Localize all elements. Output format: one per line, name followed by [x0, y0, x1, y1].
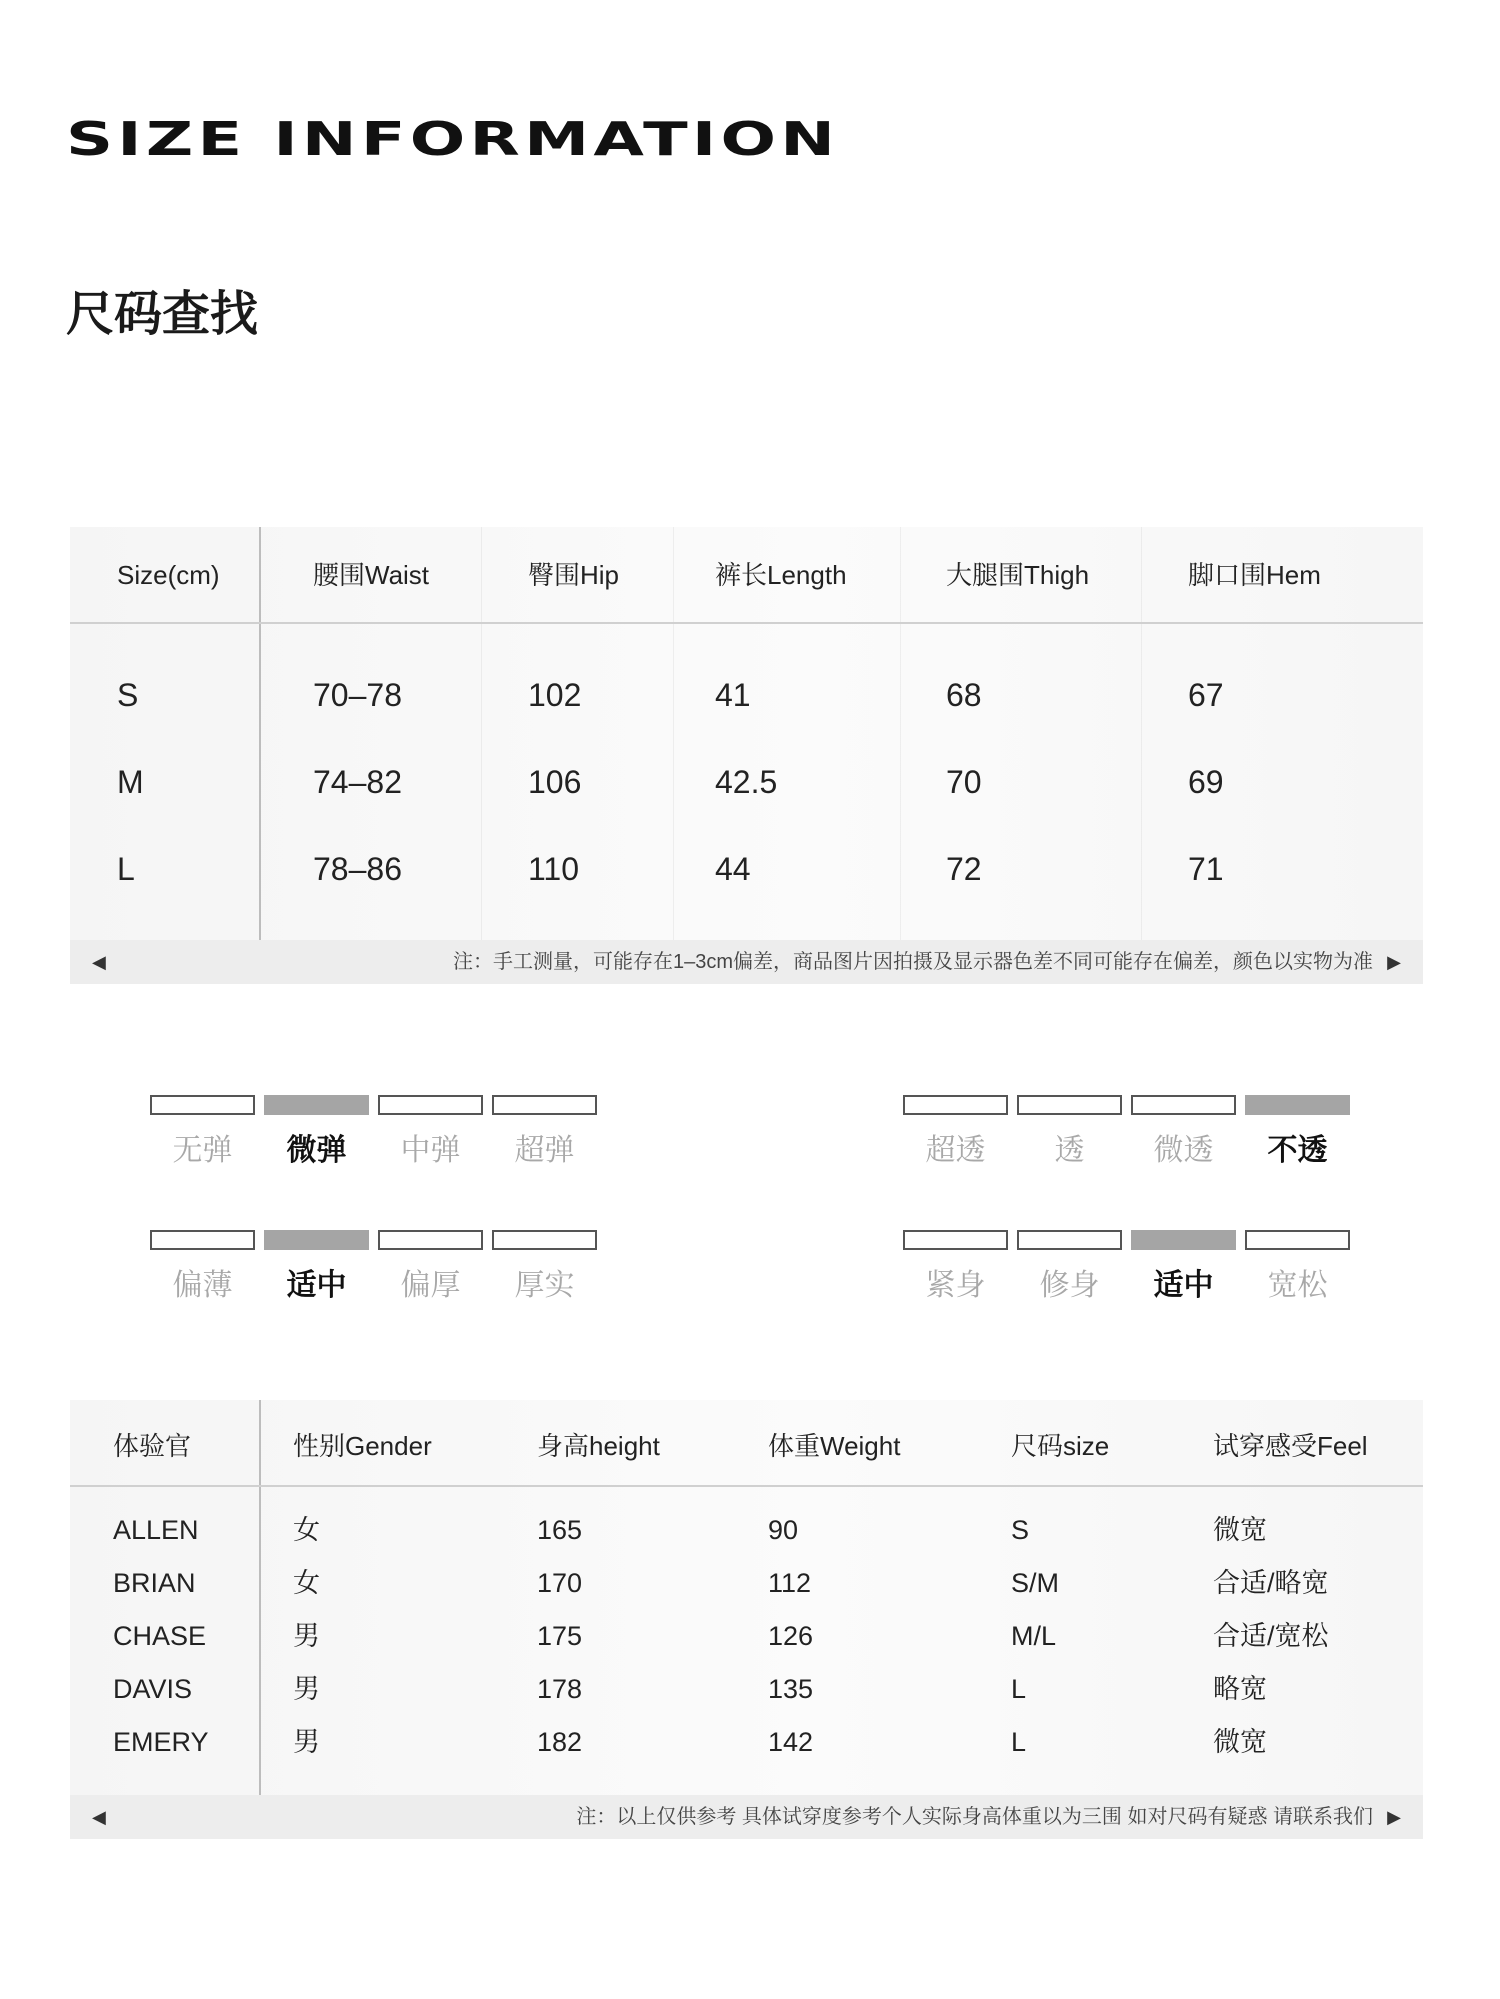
- indicator-box: [150, 1095, 255, 1115]
- waist-cell: 74–82: [313, 764, 402, 800]
- indicator-box: [903, 1230, 1008, 1250]
- indicator-label-selected: 微弹: [286, 1133, 347, 1168]
- fit-indicator: [903, 1230, 1353, 1310]
- size-cell: M/L: [1011, 1621, 1057, 1651]
- indicator-box: [1131, 1095, 1236, 1115]
- indicator-label: 厚实: [514, 1268, 575, 1303]
- indicator-box: [903, 1095, 1008, 1115]
- indicator-box: [492, 1095, 597, 1115]
- page-title: SIZE INFORMATION: [66, 112, 840, 166]
- feel-cell: 微宽: [1213, 1727, 1267, 1757]
- indicator-box: [492, 1230, 597, 1250]
- indicator-box: [1017, 1095, 1122, 1115]
- size-note-bar: [70, 940, 1423, 984]
- column-divider: [259, 1400, 261, 1795]
- indicator-box: [378, 1095, 483, 1115]
- indicator-box: [150, 1230, 255, 1250]
- gender-cell: 男: [293, 1674, 320, 1704]
- weight-cell: 112: [768, 1568, 812, 1598]
- indicator-label-selected: 适中: [1153, 1268, 1214, 1303]
- indicator-label-selected: 适中: [286, 1268, 347, 1303]
- size-table: [70, 527, 1423, 940]
- indicator-box-selected: [264, 1230, 369, 1250]
- height-cell: 178: [537, 1674, 583, 1704]
- length-cell: 44: [715, 851, 751, 887]
- header-divider: [70, 622, 1423, 624]
- hem-cell: 67: [1188, 677, 1224, 713]
- hem-header: 脚口围Hem: [1188, 560, 1321, 590]
- hip-cell: 110: [528, 851, 580, 887]
- indicator-label: 紧身: [925, 1268, 986, 1303]
- scroll-right-arrow-icon[interactable]: ▶: [1387, 952, 1401, 972]
- indicator-box-selected: [264, 1095, 369, 1115]
- size-cell: S: [1011, 1515, 1030, 1545]
- scroll-left-arrow-icon[interactable]: ◀: [92, 952, 106, 972]
- tester-name-cell: ALLEN: [113, 1515, 199, 1545]
- indicator-label: 透: [1054, 1133, 1085, 1168]
- size-cell: L: [117, 851, 135, 887]
- gender-cell: 女: [293, 1515, 320, 1545]
- thigh-cell: 70: [946, 764, 982, 800]
- waist-header: 腰围Waist: [313, 560, 430, 590]
- size-note: 注：手工测量，可能存在1–3cm偏差，商品图片因拍摄及显示器色差不同可能存在偏差，颜色以实物为准: [452, 951, 1373, 973]
- tester-note: 注：以上仅供参考 具体试穿度参考个人实际身高体重以为三围 如对尺码有疑惑 请联系我们: [576, 1806, 1373, 1828]
- header-divider: [70, 1485, 1423, 1487]
- thigh-header: 大腿围Thigh: [946, 560, 1090, 590]
- tester-header: 体验官: [113, 1431, 192, 1461]
- size-cell: S: [117, 677, 139, 713]
- indicator-label: 修身: [1039, 1268, 1100, 1303]
- gender-cell: 男: [293, 1621, 320, 1651]
- indicator-label: 宽松: [1267, 1268, 1328, 1303]
- height-header: 身高height: [537, 1431, 660, 1461]
- indicator-label-selected: 不透: [1267, 1133, 1328, 1168]
- indicator-box-selected: [1131, 1230, 1236, 1250]
- indicator-box: [378, 1230, 483, 1250]
- weight-header: 体重Weight: [768, 1431, 901, 1461]
- size-cell: L: [1011, 1727, 1027, 1757]
- height-cell: 170: [537, 1568, 583, 1598]
- hem-cell: 71: [1188, 851, 1224, 887]
- section-title: 尺码查找: [66, 286, 259, 342]
- size-cell: S/M: [1011, 1568, 1060, 1598]
- indicator-label: 超透: [925, 1133, 986, 1168]
- tester-name-cell: EMERY: [113, 1727, 209, 1757]
- waist-cell: 70–78: [313, 677, 402, 713]
- waist-cell: 78–86: [313, 851, 402, 887]
- scroll-left-arrow-icon[interactable]: ◀: [92, 1807, 106, 1827]
- indicator-label: 无弹: [172, 1133, 233, 1168]
- scroll-right-arrow-icon[interactable]: ▶: [1387, 1807, 1401, 1827]
- hip-header: 臀围Hip: [528, 560, 620, 590]
- indicator-box: [1017, 1230, 1122, 1250]
- tester-name-cell: BRIAN: [113, 1568, 196, 1598]
- column-divider: [259, 527, 261, 940]
- size-cell: M: [117, 764, 144, 800]
- transparency-indicator: [903, 1095, 1353, 1175]
- feel-cell: 合适/略宽: [1213, 1568, 1329, 1598]
- indicator-label: 中弹: [400, 1133, 461, 1168]
- size-cell: L: [1011, 1674, 1027, 1704]
- indicator-box-selected: [1245, 1095, 1350, 1115]
- indicator-label: 偏厚: [400, 1268, 461, 1303]
- feel-cell: 略宽: [1213, 1674, 1267, 1704]
- elasticity-indicator: [150, 1095, 600, 1175]
- gender-cell: 男: [293, 1727, 320, 1757]
- thigh-cell: 68: [946, 677, 982, 713]
- height-cell: 165: [537, 1515, 583, 1545]
- hip-cell: 106: [528, 764, 582, 800]
- hem-cell: 69: [1188, 764, 1224, 800]
- height-cell: 182: [537, 1727, 583, 1757]
- thigh-cell: 72: [946, 851, 982, 887]
- tester-table: [70, 1400, 1423, 1795]
- weight-cell: 126: [768, 1621, 814, 1651]
- height-cell: 175: [537, 1621, 583, 1651]
- thickness-indicator: [150, 1230, 600, 1310]
- tester-name-cell: DAVIS: [113, 1674, 193, 1704]
- length-cell: 42.5: [715, 764, 778, 800]
- length-header: 裤长Length: [715, 560, 847, 590]
- feel-cell: 合适/宽松: [1213, 1621, 1329, 1651]
- indicator-label: 微透: [1153, 1133, 1214, 1168]
- weight-cell: 135: [768, 1674, 814, 1704]
- weight-cell: 142: [768, 1727, 814, 1757]
- indicator-label: 偏薄: [172, 1268, 233, 1303]
- tester-note-bar: [70, 1795, 1423, 1839]
- tester-name-cell: CHASE: [113, 1621, 207, 1651]
- hip-cell: 102: [528, 677, 582, 713]
- length-cell: 41: [715, 677, 751, 713]
- indicator-box: [1245, 1230, 1350, 1250]
- gender-header: 性别Gender: [293, 1431, 432, 1461]
- feel-header: 试穿感受Feel: [1213, 1431, 1368, 1461]
- size-header: Size(cm): [117, 560, 220, 590]
- weight-cell: 90: [768, 1515, 799, 1545]
- gender-cell: 女: [293, 1568, 320, 1598]
- indicator-label: 超弹: [514, 1133, 575, 1168]
- size-header: 尺码size: [1011, 1431, 1110, 1461]
- feel-cell: 微宽: [1213, 1515, 1267, 1545]
